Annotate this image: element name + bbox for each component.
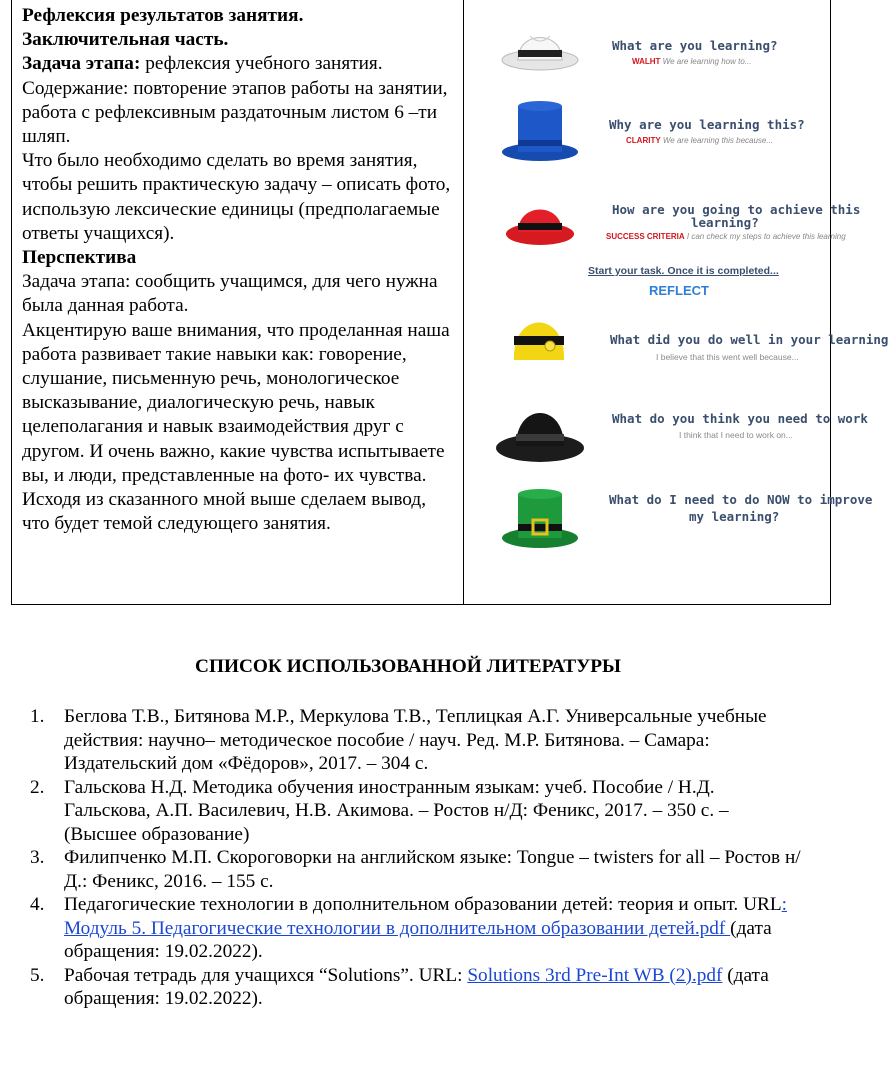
question-work-on: What do you think you need to work — [612, 411, 868, 426]
reference-item: 1. Беглова Т.В., Битянова М.Р., Меркулова Т.В., Теплицкая А.Г. Универсальные учебные действия: научно– методическое пособие / науч. Ред. М.Р. Битянова. – Самара: Издательский дом «Фёдоров», 2017. – 304 с. — [30, 706, 767, 774]
references-list — [24, 705, 804, 1011]
solutions-wb-link[interactable]: Solutions 3rd Pre-Int WB (2).pdf — [467, 964, 723, 986]
what-done-paragraph: Что было необходимо сделать во время занятия, чтобы решить практическую задачу – описать фото, использую лексические единицы (предполагаемые ответы учащихся). — [22, 150, 451, 244]
green-hat-icon — [500, 486, 580, 552]
reference-item: 5. Рабочая тетрадь для учащихся “Solutions”. URL: Solutions 3rd Pre-Int WB (2).pdf (дата обращения: 19.02.2022). — [30, 964, 769, 1009]
question-did-well: What did you do well in your learning — [610, 332, 888, 347]
references-heading: СПИСОК ИСПОЛЬЗОВАННОЙ ЛИТЕРАТУРЫ — [195, 656, 621, 677]
success-criteria-caption: SUCCESS CRITERIA I can check my steps to achieve this learning — [606, 232, 846, 241]
reference-item: 4. Педагогические технологии в дополнительном образовании детей: теория и опыт. URL: Модуль 5. Педагогические технологии в дополнительном образовании детей.pdf (дата обращения: 19.02.2022). — [30, 894, 787, 962]
question-improve-cont: my learning? — [689, 509, 780, 524]
module5-link[interactable]: : Модуль 5. Педагогические технологии в дополнительном образовании детей.pdf — [64, 894, 787, 939]
lesson-table — [11, 0, 888, 605]
yellow-hat-icon — [506, 300, 572, 370]
perspective-task: Задача этапа: сообщить учащимся, для чего нужна была данная работа. — [22, 271, 438, 317]
reflection-section — [22, 4, 458, 536]
question-how-achieve-cont: learning? — [691, 215, 759, 230]
question-what-learning: What are you learning? — [612, 38, 778, 53]
red-hat-icon — [504, 194, 576, 250]
black-hat-icon — [494, 396, 586, 466]
section-title: Рефлексия результатов занятия. — [22, 5, 304, 26]
start-task-text: Start your task. Once it is completed... — [588, 265, 779, 277]
walht-caption: WALHT We are learning how to... — [632, 57, 752, 66]
question-improve: What do I need to do NOW to improve — [609, 492, 873, 507]
reference-item: 3. Филипченко М.П. Скороговорки на английском языке: Tongue – twisters for all – Ростов н/Д.: Феникс, 2016. – 155 с. — [30, 847, 801, 892]
content-paragraph: Содержание: повторение этапов работы на занятии, работа с рефлексивным раздаточным листом 6 –ти шляп. — [22, 77, 448, 148]
reflect-label: REFLECT — [649, 283, 709, 298]
did-well-caption: I believe that this went well because... — [656, 352, 799, 362]
task-text: рефлексия учебного занятия. — [140, 53, 383, 75]
task-paragraph — [22, 52, 458, 76]
blue-hat-icon — [500, 100, 580, 164]
six-hats-infographic — [464, 0, 888, 604]
clarity-caption: CLARITY We are learning this because... — [626, 136, 774, 145]
reference-item: 2. Гальскова Н.Д. Методика обучения иностранным языкам: учеб. Пособие / Н.Д. Гальскова, А.П. Василевич, Н.В. Акимова. – Ростов н/Д: Феникс, 2017. – 350 с. – (Высшее образование) — [30, 776, 729, 845]
accent-paragraph: Акцентирую ваше внимания, что проделанная наша работа развивает такие навыки как: говорение, слушание, письменную речь, монологическое высказывание, диалогическую речь, навык целеполагания и навык взаимодействия друг с другом. И очень важно, какие чувства испытываете вы, и люди, представленные на фото- их чувства. Исходя из сказанного мной выше сделаем вывод, что будет темой следующего занятия. — [22, 319, 450, 535]
task-label: Задача этапа: — [22, 53, 141, 75]
question-why-learning: Why are you learning this? — [609, 117, 805, 132]
section-subtitle: Заключительная часть. — [22, 29, 229, 51]
work-on-caption: I think that I need to work on... — [679, 430, 793, 440]
question-how-achieve: How are you going to achieve this — [612, 202, 861, 217]
white-hat-icon — [500, 20, 580, 72]
perspective-heading: Перспектива — [22, 247, 137, 269]
